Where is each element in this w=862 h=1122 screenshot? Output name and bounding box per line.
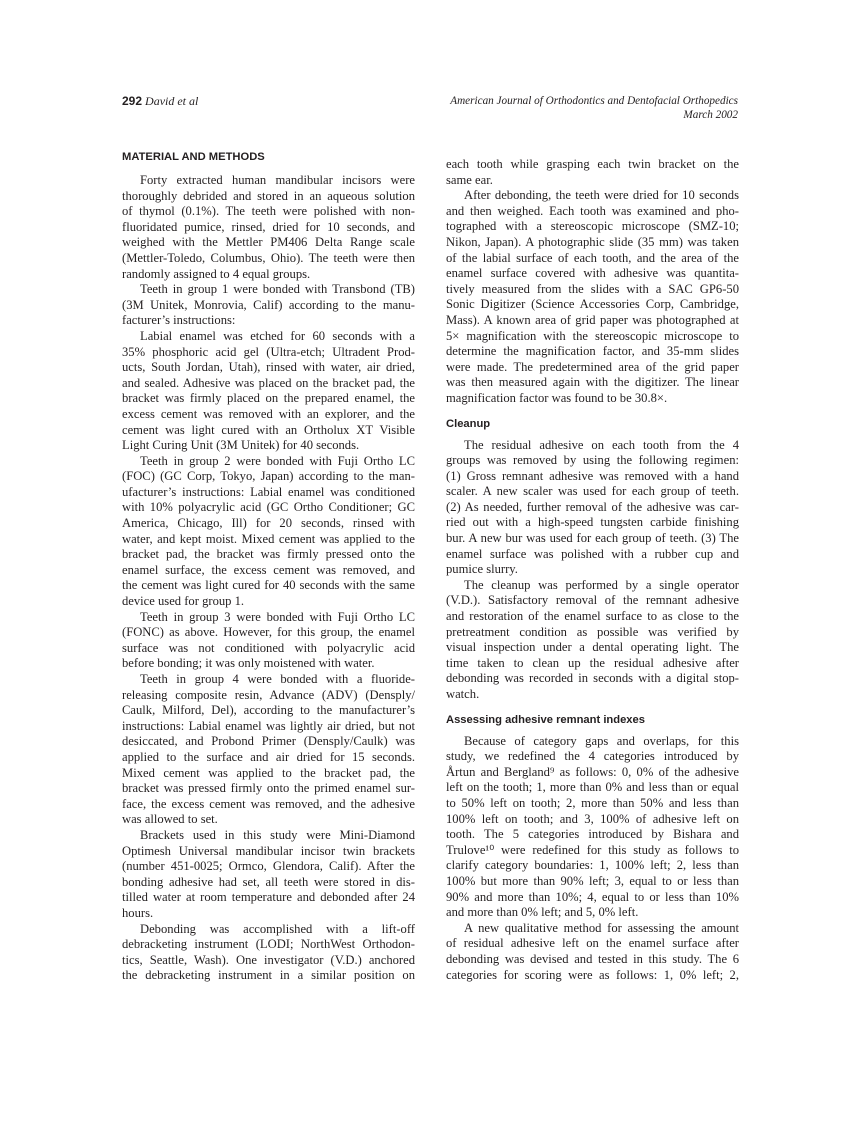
text-line: Labial enamel was etched for 60 seconds with a	[140, 328, 415, 343]
text-line: device used for group 1.	[122, 594, 245, 609]
text-line: Trulove¹⁰ were redefined for this study as follows to	[446, 842, 739, 857]
text-line: ufacturer’s instructions: Labial enamel was conditioned	[122, 484, 415, 499]
text-line: pumice slurry.	[446, 562, 518, 577]
text-line: facturer’s instructions:	[122, 313, 236, 328]
text-line: Sonic Digitizer (Science Accessories Corp, Cambridge,	[446, 297, 739, 312]
text-line: debonding was devised and tested in this study. The 6	[446, 951, 739, 966]
text-line: bur. A new bur was used for each group of teeth. (3) The	[446, 531, 739, 546]
text-line: of thymol (0.1%). The teeth were polished with non-	[122, 204, 415, 219]
section-heading: MATERIAL AND METHODS	[122, 151, 265, 163]
text-line: Teeth in group 4 were bonded with a fluoride-	[140, 672, 415, 686]
text-line: 90% and more than 10%; 4, equal to or less than 10%	[446, 889, 739, 904]
text-line: was allowed to set.	[122, 812, 218, 827]
text-line: Nikon, Japan). A photographic slide (35 mm) was taken	[446, 234, 739, 249]
text-line: with 10% polyacrylic acid (GC Ortho Conditioner; GC	[122, 500, 415, 515]
text-line: Teeth in group 3 were bonded with Fuji Ortho LC	[140, 609, 415, 624]
text-line: tics, Seattle, Wash). One investigator (V.D.) anchored	[122, 952, 415, 967]
text-line: Brackets used in this study were Mini-Diamond	[140, 827, 415, 842]
text-line: the cement was light cured for 40 seconds with the same	[122, 578, 415, 593]
text-line: water, and kept moist. Mixed cement was applied to the	[122, 531, 415, 546]
text-line: pretreatment condition as possible was verified by	[446, 624, 739, 639]
paragraph	[122, 329, 415, 454]
text-line: Teeth in group 2 were bonded with Fuji Ortho LC	[140, 453, 415, 468]
text-line: of the labial surface of each tooth, and the area of the	[446, 250, 739, 265]
text-line: before bonding; it was only moistened with water.	[122, 656, 375, 671]
text-line: debracketing instrument (LODI; NorthWest Orthodon-	[122, 937, 415, 952]
text-line: fluoridated pumice, rinsed, dried for 10 seconds, and	[122, 219, 415, 234]
text-line: Optimesh Universal mandibular incisor twin brackets	[122, 843, 415, 858]
text-line: and then weighed. Each tooth was examined and pho-	[446, 203, 739, 218]
text-line: Årtun and Bergland⁹ as follows: 0, 0% of the adhesive	[446, 764, 739, 779]
text-line: Mixed cement was applied to the bracket pad, the	[122, 765, 415, 780]
page-number: 292	[122, 94, 143, 108]
text-line: scaler. A new scaler was used for each group of teeth.	[446, 484, 739, 499]
text-line: tilled water at room temperature and debonded after 24	[122, 890, 415, 905]
issue-date: March 2002	[683, 109, 738, 121]
text-line: (FONC) as above. However, for this group, the enamel	[122, 625, 415, 640]
text-line: to 50% left on tooth; 2, more than 50% and less than	[446, 795, 739, 810]
paragraph	[122, 672, 415, 828]
text-line: weighed with the Mettler PM406 Delta Range scale	[122, 235, 415, 250]
text-line: ried out with a high-speed tungsten carbide finishing	[446, 515, 739, 530]
text-line: Debonding was accomplished with a lift-off	[140, 921, 415, 936]
text-line: enamel surface was polished with a rubber cup and	[446, 546, 739, 561]
paragraph	[446, 921, 739, 983]
paragraph	[122, 828, 415, 922]
section-heading: Cleanup	[446, 417, 491, 430]
text-line: Because of category gaps and overlaps, for this	[464, 733, 739, 748]
text-line: and more than 0% left; and 5, 0% left.	[446, 905, 639, 920]
paragraph	[122, 610, 415, 672]
text-line: applied to the surface and air dried for 15 seconds.	[122, 749, 415, 764]
text-line: 5× magnification with the stereoscopic microscope to	[446, 328, 739, 343]
text-line: (FOC) (GC Corp, Tokyo, Japan) according to the man-	[122, 469, 415, 484]
text-line: bonding adhesive had set, all teeth were stored in dis-	[122, 874, 415, 889]
text-line: releasing composite resin, Advance (ADV) (Densply/	[122, 687, 415, 702]
paragraph	[122, 282, 415, 329]
text-line: Forty extracted human mandibular incisors were	[140, 173, 415, 187]
text-line: (V.D.). Satisfactory removal of the remnant adhesive	[446, 593, 739, 608]
text-line: tively measured from the slides with a SAC GP6-50	[446, 281, 739, 296]
text-line: the debracketing instrument in a similar position on	[122, 968, 415, 983]
text-line: surface was not conditioned with polyacrylic acid	[122, 640, 415, 655]
text-line: instructions: Labial enamel was lightly air dried, but not	[122, 718, 415, 733]
journal-title: American Journal of Orthodontics and Dentofacial Orthopedics	[450, 95, 738, 107]
text-line: thoroughly debrided and stored in an aqueous solution	[122, 188, 415, 203]
text-line: Teeth in group 1 were bonded with Transbond (TB)	[140, 282, 415, 297]
text-line: Caulk, Milford, Del), according to the manufacturer’s	[122, 703, 415, 718]
text-line: categories for scoring were as follows: 1, 0% left; 2,	[446, 967, 739, 982]
text-line: desiccated, and Probond Primer (Densply/Caulk) was	[122, 734, 415, 749]
text-line: enamel surface, the excess cement was removed, and	[122, 562, 415, 577]
text-line: hours.	[122, 905, 154, 920]
text-line: enamel surface covered with adhesive was quantita-	[446, 266, 739, 281]
text-line: After debonding, the teeth were dried for 10 seconds	[464, 188, 739, 203]
right-column	[446, 157, 739, 983]
text-line: ucts, South Jordan, Utah), rinsed with water, air dried,	[122, 360, 415, 375]
text-line: of residual adhesive left on the enamel surface after	[446, 936, 739, 951]
paragraph	[446, 734, 739, 921]
section-heading: Assessing adhesive remnant indexes	[446, 713, 645, 726]
text-line: bracket pad, the bracket was firmly pressed onto the	[122, 547, 415, 562]
text-line: excess cement was removed with an explorer, and the	[122, 406, 415, 421]
text-line: tographed with a stereoscopic microscope (SMZ-10;	[446, 219, 739, 234]
running-header-left	[122, 94, 198, 109]
text-line: America, Chicago, Ill) for 20 seconds, rinsed with	[122, 516, 415, 531]
text-line: Mass). A known area of grid paper was photographed at	[446, 312, 739, 327]
paragraph	[446, 157, 739, 188]
text-line: groups was removed by using the following regimen:	[446, 453, 739, 468]
text-line: bracket was firmly placed on the prepared enamel, the	[122, 391, 415, 406]
text-line: 100% left on tooth; and 3, 100% of adhesive left on	[446, 811, 739, 826]
text-line: Light Curing Unit (3M Unitek) for 40 seconds.	[122, 438, 360, 453]
text-line: watch.	[446, 687, 480, 701]
text-line: cement was light cured with an Ortholux XT Visible	[122, 422, 415, 437]
text-line: 100% but more than 90% left; 3, equal to or less than	[446, 873, 739, 888]
text-line: magnification factor was found to be 30.8×.	[446, 390, 668, 405]
text-line: clarify category boundaries: 1, 100% left; 2, less than	[446, 858, 739, 873]
paragraph	[122, 454, 415, 610]
text-line: same ear.	[446, 172, 493, 187]
text-line: A new qualitative method for assessing the amount	[464, 920, 739, 935]
text-line: tooth. The 5 categories introduced by Bishara and	[446, 827, 739, 842]
text-line: each tooth while grasping each twin bracket on the	[446, 157, 739, 171]
text-line: The residual adhesive on each tooth from the 4	[464, 437, 739, 452]
text-line: randomly assigned to 4 equal groups.	[122, 266, 311, 281]
text-line: (3M Unitek, Monrovia, Calif) according to the manu-	[122, 297, 415, 312]
paragraph	[122, 173, 415, 282]
text-line: 35% phosphoric acid gel (Ultra-etch; Ultradent Prod-	[122, 344, 415, 359]
left-column	[122, 150, 415, 984]
text-line: were made. The predetermined area of the grid paper	[446, 359, 739, 374]
text-line: (number 451-0025; Ormco, Glendora, Calif). After the	[122, 859, 415, 874]
text-line: debonding was recorded in seconds with a digital stop-	[446, 671, 739, 686]
text-line: visual inspection under a dental operating light. The	[446, 640, 739, 655]
text-line: (1) Gross remnant adhesive was removed with a hand	[446, 468, 739, 483]
text-line: time taken to clean up the residual adhesive after	[446, 655, 739, 670]
text-line: left on the tooth; 1, more than 0% and less than or equal	[446, 780, 739, 795]
paragraph	[446, 188, 739, 406]
text-line: study, we redefined the 4 categories introduced by	[446, 749, 739, 764]
text-line: (2) As needed, further removal of the adhesive was car-	[446, 499, 739, 514]
text-line: determine the magnification factor, and 35-mm slides	[446, 344, 739, 359]
text-line: was then measured again with the digitizer. The linear	[446, 375, 739, 390]
text-line: (Mettler-Toledo, Columbus, Ohio). The teeth were then	[122, 250, 415, 265]
running-header-right	[450, 94, 738, 122]
paragraph	[122, 922, 415, 984]
text-line: face, the excess cement was removed, and the adhesive	[122, 796, 415, 811]
text-line: and sealed. Adhesive was placed on the bracket pad, the	[122, 375, 415, 390]
text-line: and restoration of the enamel surface to as close to the	[446, 609, 739, 624]
paragraph	[446, 438, 739, 578]
running-authors: David et al	[145, 94, 199, 108]
text-line: The cleanup was performed by a single operator	[464, 577, 739, 592]
text-line: bracket was pressed firmly onto the primed enamel sur-	[122, 781, 415, 796]
paragraph	[446, 578, 739, 703]
